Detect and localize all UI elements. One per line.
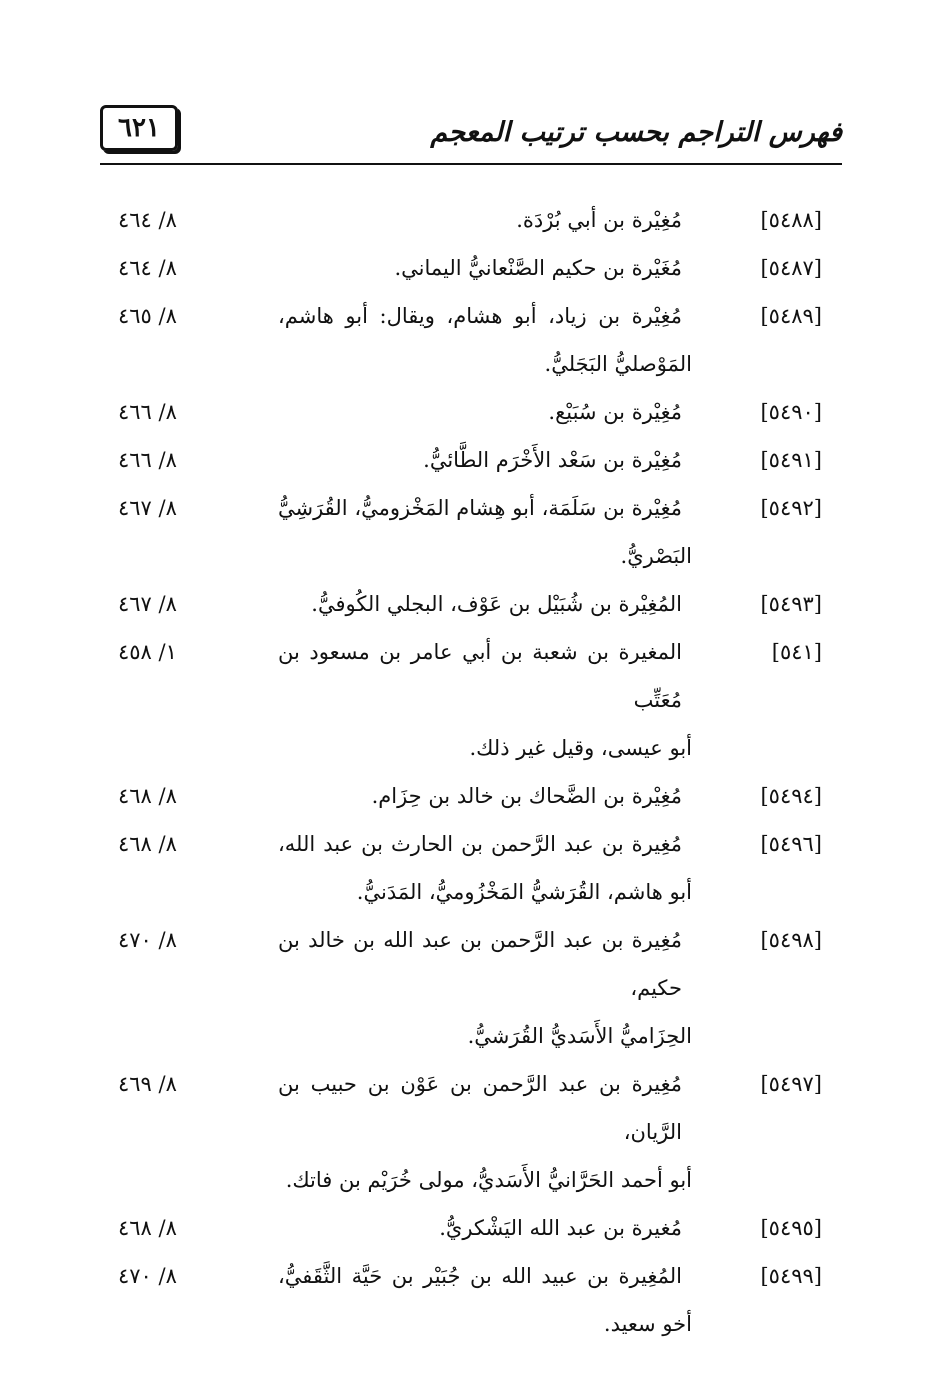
entry-reference: ٨/ ٤٦٤ <box>118 256 177 280</box>
entry-name: مُغِيْرة بن سَلَمَة، أبو هِشام المَخْزوميُّ، القُرَشِيُّ <box>278 496 682 520</box>
entry-name: مُغيرة بن عبد الله اليَشْكريُّ. <box>439 1216 682 1240</box>
running-title: فهرس التراجم بحسب ترتيب المعجم <box>430 117 842 148</box>
entry-name: مُغِيرة بن عبد الرَّحمن بن عَوْن بن حبيب بن الرَّيان، <box>278 1072 682 1144</box>
entry-name-continued: أبو هاشم، القُرَشيُّ المَخْزُوميُّ، المَدَنيُّ. <box>356 880 692 904</box>
entry-reference: ١/ ٤٥٨ <box>118 640 177 664</box>
entry <box>100 1204 842 1252</box>
entry-name: مُغِيرة بن عبد الرَّحمن بن عبد الله بن خالد بن حكيم، <box>278 928 682 1000</box>
entry-reference: ٨/ ٤٦٩ <box>118 1072 177 1096</box>
entry-id: [٥٤٨٨] <box>760 208 822 232</box>
entry-name: مُغِيْرة بن الضَّحاك بن خالد بن حِزَام. <box>371 784 682 808</box>
entry-name-continued: المَوْصليُّ البَجَليُّ. <box>544 352 692 376</box>
entry-name: مُغِيْرة بن سُبَيْع. <box>548 400 682 424</box>
entry <box>100 1252 842 1348</box>
entry <box>100 1060 842 1204</box>
entry-reference: ٨/ ٤٧٠ <box>118 1264 177 1288</box>
entry-id: [٥٤٩٩] <box>760 1264 822 1288</box>
entry-name: مُغَيْرة بن حكيم الصَّنْعانيُّ اليماني. <box>394 256 682 280</box>
entry-id: [٥٤١] <box>771 640 822 664</box>
entry <box>100 580 842 628</box>
entry-id: [٥٤٨٧] <box>760 256 822 280</box>
page-number: ٦٢١ <box>100 105 178 151</box>
entry <box>100 820 842 916</box>
entry-name: المُغِيْرة بن شُبَيْل بن عَوْف، البجلي الكُوفيُّ. <box>311 592 682 616</box>
entry-id: [٥٤٩٠] <box>760 400 822 424</box>
entry-name: المُغِيرة بن عبيد الله بن جُبَيْر بن حَيَّة الثَّقَفيُّ، <box>278 1264 682 1288</box>
entry-name-continued: أخو سعيد. <box>603 1312 692 1336</box>
entry-name: مُغِيْرة بن زياد، أبو هشام، ويقال: أبو هاشم، <box>278 304 682 328</box>
entry <box>100 628 842 772</box>
entry <box>100 196 842 244</box>
entry-id: [٥٤٩٨] <box>760 928 822 952</box>
entry-id: [٥٤٩٣] <box>760 592 822 616</box>
entry-reference: ٨/ ٤٦٨ <box>118 832 177 856</box>
entry-reference: ٨/ ٤٦٦ <box>118 400 177 424</box>
entry <box>100 436 842 484</box>
entry-id: [٥٤٨٩] <box>760 304 822 328</box>
entry-name: مُغِيْرة بن أبي بُرْدَة. <box>516 208 682 232</box>
entry-reference: ٨/ ٤٦٤ <box>118 208 177 232</box>
entry <box>100 916 842 1060</box>
entry-name-continued: الحِزَاميُّ الأَسَديُّ القُرَشيُّ. <box>467 1024 692 1048</box>
page-header <box>100 105 842 165</box>
entry-reference: ٨/ ٤٧٠ <box>118 928 177 952</box>
entry <box>100 772 842 820</box>
entry-id: [٥٤٩٢] <box>760 496 822 520</box>
entry <box>100 388 842 436</box>
header-rule <box>100 163 842 165</box>
entry-id: [٥٤٩٦] <box>760 832 822 856</box>
entry-name: مُغِيْرة بن سَعْد الأَخْرَم الطَّائيُّ. <box>423 448 682 472</box>
entry-id: [٥٤٩٥] <box>760 1216 822 1240</box>
entry <box>100 244 842 292</box>
entry-reference: ٨/ ٤٦٨ <box>118 1216 177 1240</box>
entry-reference: ٨/ ٤٦٨ <box>118 784 177 808</box>
entry-id: [٥٤٩٤] <box>760 784 822 808</box>
entry-name-continued: أبو أحمد الحَرَّانيُّ الأَسَديُّ، مولى خُرَيْم بن فاتك. <box>285 1168 692 1192</box>
entry-name-continued: أبو عيسى، وقيل غير ذلك. <box>469 736 692 760</box>
entry-reference: ٨/ ٤٦٧ <box>118 496 177 520</box>
entry-name: المغيرة بن شعبة بن أبي عامر بن مسعود بن مُعَتِّب <box>278 640 682 712</box>
entries-list <box>100 196 842 1348</box>
entry-name: مُغِيرة بن عبد الرَّحمن بن الحارث بن عبد الله، <box>278 832 682 856</box>
entry-reference: ٨/ ٤٦٥ <box>118 304 177 328</box>
entry-name-continued: البَصْريُّ. <box>620 544 692 568</box>
entry <box>100 292 842 388</box>
entry-reference: ٨/ ٤٦٦ <box>118 448 177 472</box>
entry-id: [٥٤٩٧] <box>760 1072 822 1096</box>
entry-id: [٥٤٩١] <box>760 448 822 472</box>
entry-reference: ٨/ ٤٦٧ <box>118 592 177 616</box>
entry <box>100 484 842 580</box>
